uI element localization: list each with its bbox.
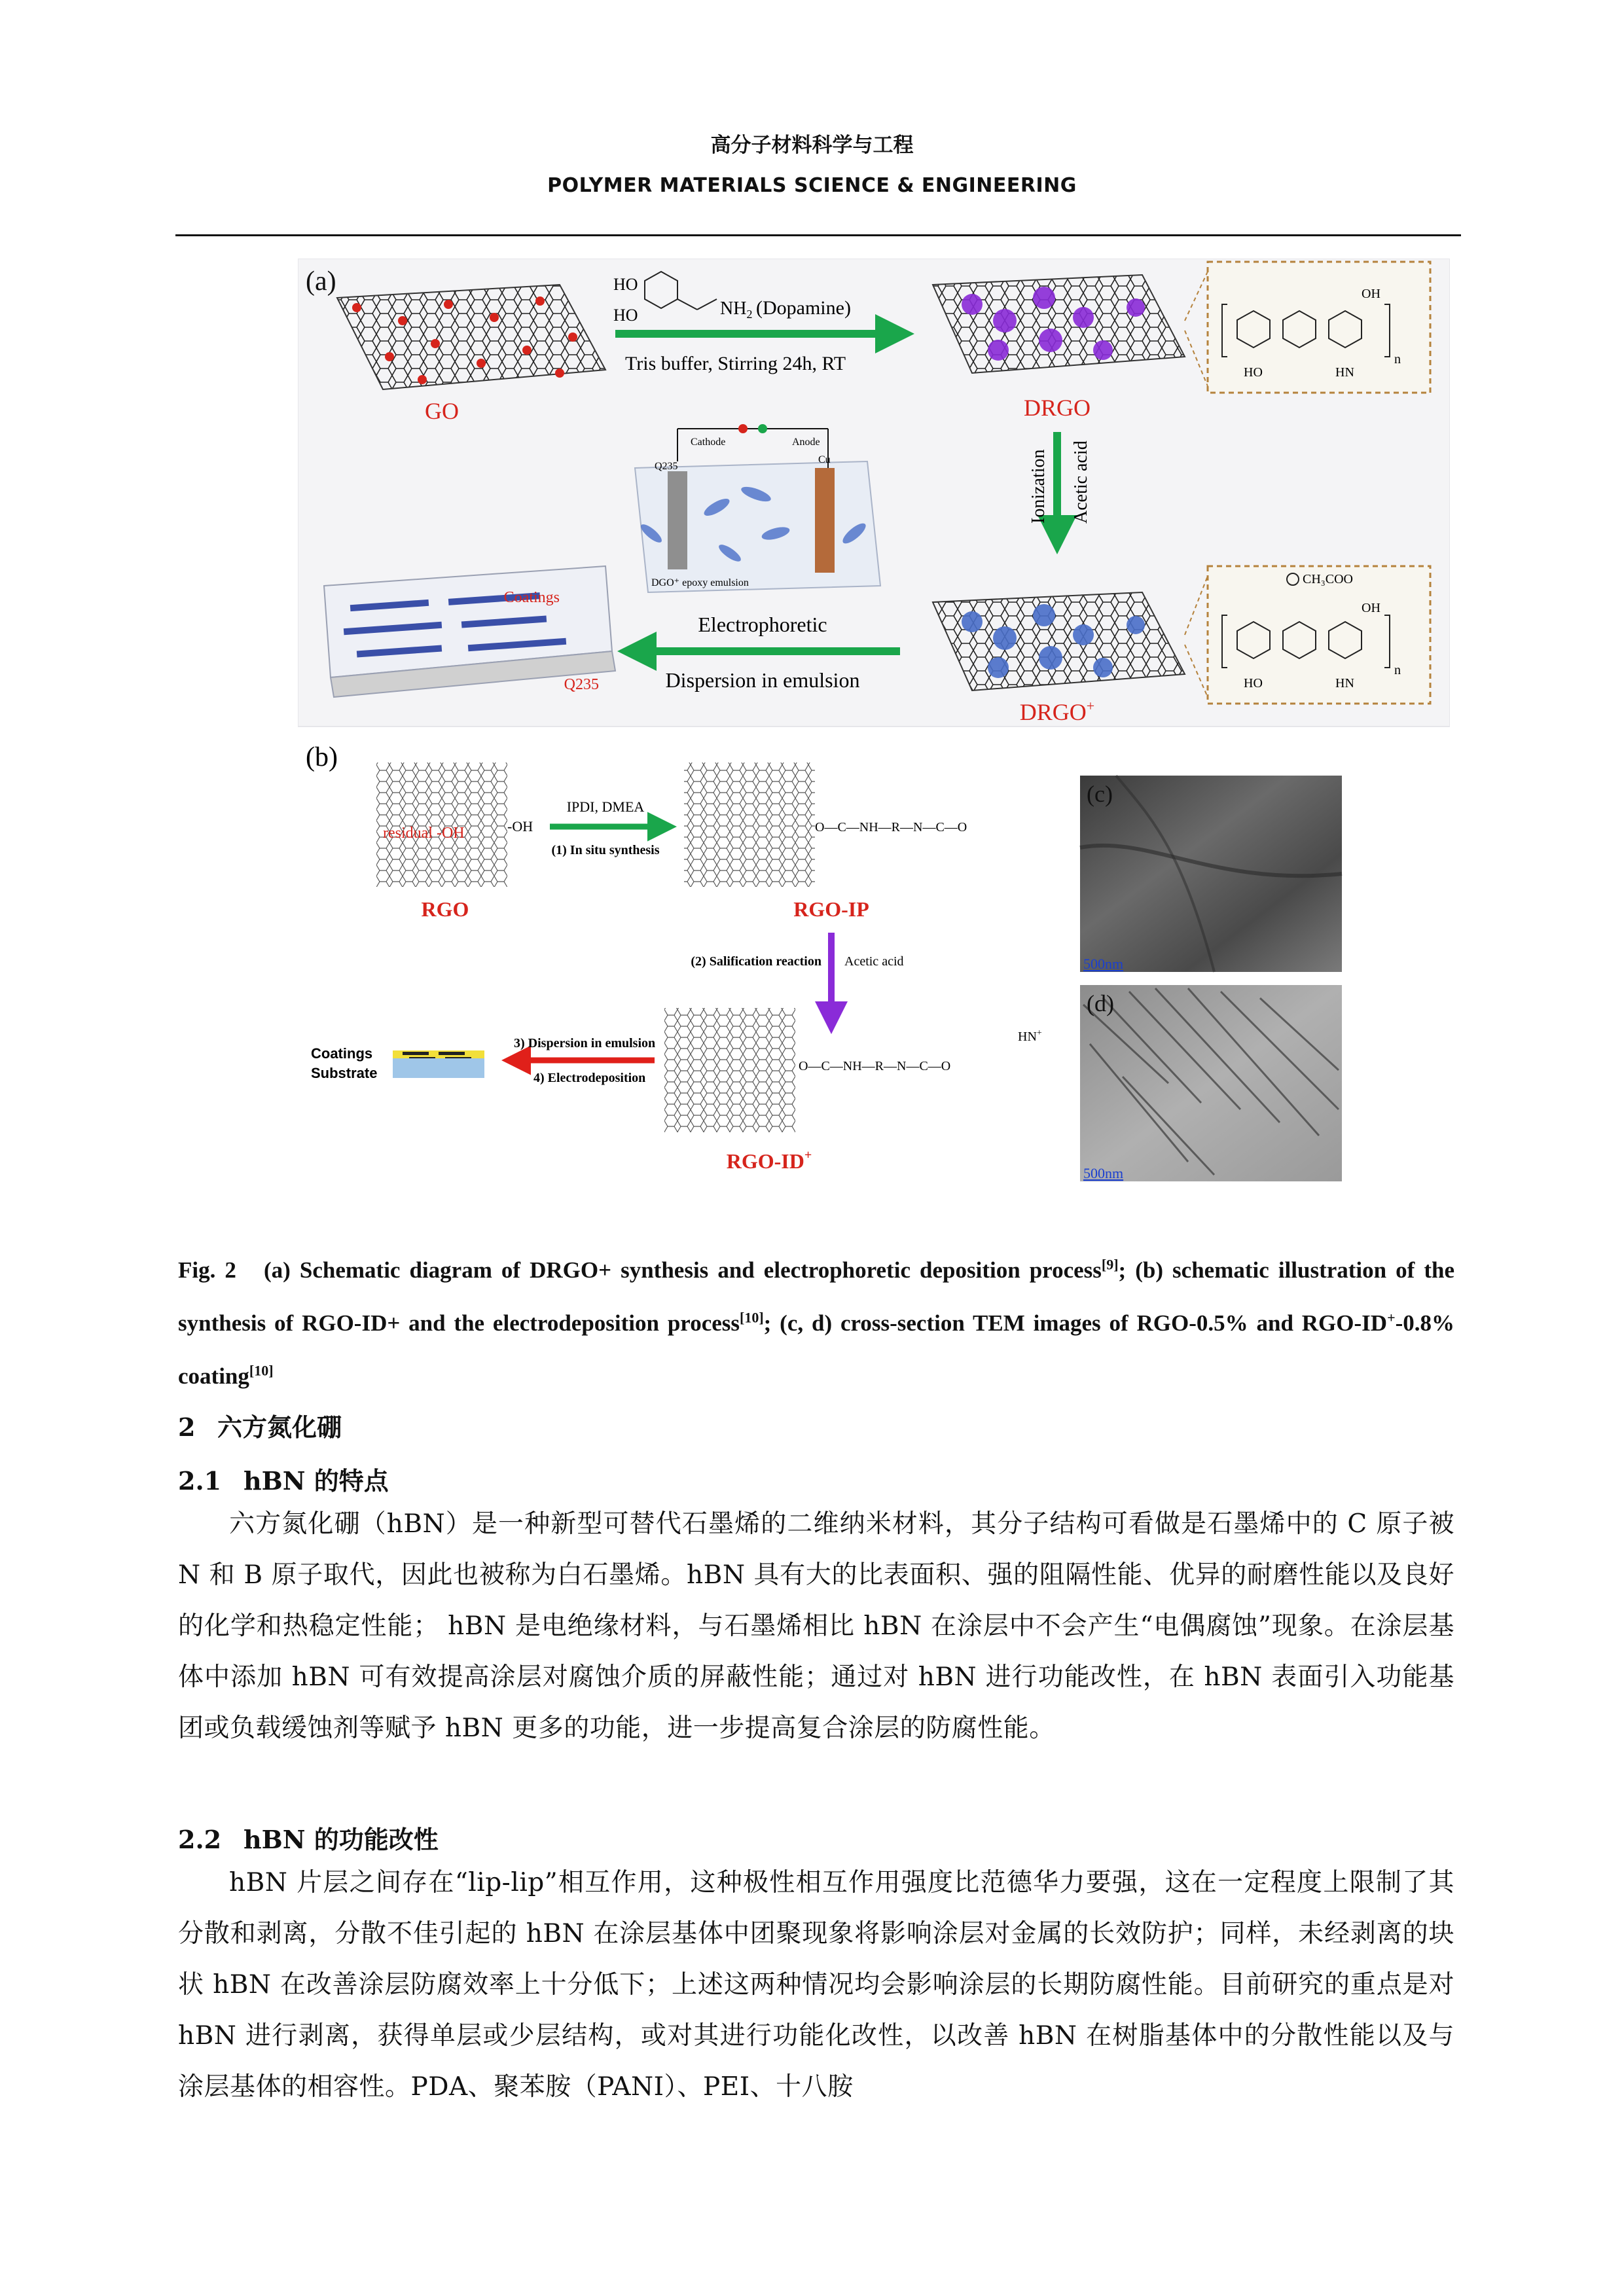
rgo-oh-label: -OH <box>507 818 533 834</box>
journal-title-en: POLYMER MATERIALS SCIENCE & ENGINEERING <box>547 174 1077 197</box>
section-2-1-title: hBN 的特点 <box>244 1466 389 1496</box>
substrate-label: Substrate <box>311 1065 378 1081</box>
section-2-2-number: 2.2 <box>178 1825 222 1854</box>
drgo-plus-sheet <box>933 592 1185 691</box>
section-2-title: 六方氮化硼 <box>217 1412 342 1442</box>
caption-part2: ; (b) schematic illustration of the synthesis of RGO-ID+ and the electrodeposition process <box>178 1257 1455 1336</box>
caption-ref1: [9] <box>1101 1256 1119 1273</box>
panel-a-tag: (a) <box>306 266 336 296</box>
section-2-1-number: 2.1 <box>178 1466 222 1496</box>
acetic-acid-label: Acetic acid <box>1071 440 1091 524</box>
ionization-label: Ionization <box>1028 449 1049 524</box>
cell-q235: Q235 <box>655 461 678 472</box>
section-2-1-paragraph: 六方氮化硼（hBN）是一种新型可替代石墨烯的二维纳米材料，其分子结构可看做是石墨烯中的 C 原子被 N 和 B 原子取代，因此也被称为白石墨烯。hBN 具有大的比表面积、强的阻隔性能、优异的耐磨性能以及良好的化学和热稳定性能； hBN 是电绝缘材料，与石墨烯相比 hBN 在涂层中不会产生“电偶腐蚀”现象。在涂层基体中添加 hBN 可有效提高涂层对腐蚀介质的屏蔽性能；通过对 hBN 进行功能改性，在 hBN 表面引入功能基团或负载缓蚀剂等赋予 hBN 更多的功能，进一步提高复合涂层的防腐性能。 <box>178 1509 1454 1743</box>
electrodeposition-label: 4) Electrodeposition <box>533 1071 646 1085</box>
panel-c-tag: (c) <box>1087 781 1113 807</box>
caption-ref2: [10] <box>740 1309 764 1326</box>
in-situ-label: (1) In situ synthesis <box>551 843 660 857</box>
rgo-id-sheet <box>664 1008 795 1132</box>
section-2-heading <box>178 1407 342 1443</box>
panel-b-tag: (b) <box>306 742 338 772</box>
section-2-number: 2 <box>178 1412 196 1442</box>
cell-cu: Cu <box>818 454 831 465</box>
drgo-plus-ho: HO <box>1244 676 1263 691</box>
caption-sup-plus: + <box>1387 1309 1396 1326</box>
caption-part4: -0.8% coating <box>178 1310 1455 1389</box>
drgo-plus-structure-box <box>1208 566 1430 704</box>
section-2-2-heading <box>178 1820 439 1856</box>
panel-c-scale: 500nm <box>1083 956 1124 972</box>
cell-cathode: Cathode <box>691 437 726 448</box>
drgo-sheet <box>933 275 1185 373</box>
ipdi-label: IPDI, DMEA <box>566 798 645 815</box>
panel-d-scale: 500nm <box>1083 1165 1124 1181</box>
coating-substrate-stack <box>393 1050 484 1078</box>
drgo-structure-box <box>1208 262 1430 393</box>
figure-caption <box>178 1244 1454 1403</box>
cell-anode: Anode <box>792 437 820 448</box>
ho-top: HO <box>613 275 638 294</box>
electrophoretic-label: Electrophoretic <box>698 613 827 636</box>
dispersion-label: Dispersion in emulsion <box>665 668 860 692</box>
drgo-hn: HN <box>1335 365 1354 380</box>
rgo-ip-sheet <box>684 762 815 887</box>
caption-ref3: [10] <box>249 1362 274 1379</box>
drgo-plus-oh: OH <box>1362 601 1380 615</box>
cell-emulsion: DGO⁺ epoxy emulsion <box>651 577 749 588</box>
section-2-2-title: hBN 的功能改性 <box>244 1825 439 1854</box>
tris-buffer-label: Tris buffer, Stirring 24h, RT <box>625 353 846 374</box>
rgo-label: RGO <box>421 897 469 921</box>
coatings-b-label: Coatings <box>311 1045 373 1062</box>
coatings-label: Coatings <box>503 589 560 606</box>
drgo-plus-n: n <box>1394 663 1401 677</box>
dopamine-nh2: $NH_2$ <box>720 298 753 321</box>
drgo-ho: HO <box>1244 365 1263 380</box>
ch3coo-label: CH₃COO <box>1303 572 1353 586</box>
dopamine-name: (Dopamine) <box>756 297 851 319</box>
panel-d-tag: (d) <box>1087 990 1114 1016</box>
caption-part1: (a) Schematic diagram of DRGO+ synthesis and electrophoretic deposition process <box>264 1257 1102 1283</box>
caption-part3: ; (c, d) cross-section TEM images of RGO-0.5% and RGO-ID <box>763 1310 1388 1336</box>
drgo-label: DRGO <box>1023 395 1091 421</box>
section-2-1-heading <box>178 1461 389 1497</box>
drgo-n: n <box>1394 352 1401 367</box>
drgo-oh: OH <box>1362 287 1380 301</box>
section-2-2-paragraph: hBN 片层之间存在“lip-lip”相互作用，这种极性相互作用强度比范德华力要强，这在一定程度上限制了其分散和剥离，分散不佳引起的 hBN 在涂层基体中团聚现象将影响涂层对金属的长效防护；同样，未经剥离的块状 hBN 在改善涂层防腐效率上十分低下；上述这两种情况均会影响涂层的长期防腐性能。目前研究的重点是对 hBN 进行剥离，获得单层或少层结构，或对其进行功能化改性，以改善 hBN 在树脂基体中的分散性能以及与涂层基体的相容性。PDA、聚苯胺（PANI）、PEI、十八胺 <box>178 1868 1454 2102</box>
cell-q235-electrode <box>668 471 687 569</box>
q235-label: Q235 <box>564 676 599 693</box>
dispersion-b-label: 3) Dispersion in emulsion <box>514 1036 656 1050</box>
rgo-id-chain: O—C—NH—R—N—C—O <box>799 1059 951 1073</box>
rgo-id-label: RGO-ID+ <box>726 1148 812 1173</box>
rgo-ip-chain: O—C—NH—R—N—C—O <box>815 820 967 834</box>
cell-cu-electrode <box>815 468 835 573</box>
go-sheet <box>337 285 605 389</box>
header-rule <box>175 234 1461 236</box>
rgo-ip-label: RGO-IP <box>793 897 869 921</box>
drgo-plus-label: DRGO+ <box>1019 698 1095 725</box>
journal-title-zh: 高分子材料科学与工程 <box>710 134 914 157</box>
drgo-plus-hn: HN <box>1335 676 1354 691</box>
figure-2 <box>298 259 1450 1234</box>
go-label: GO <box>425 398 459 424</box>
acetic-acid-b-label: Acetic acid <box>844 954 904 969</box>
ho-bottom: HO <box>613 306 638 325</box>
salification-label: (2) Salification reaction <box>691 954 821 969</box>
tem-image-c <box>1080 776 1342 972</box>
rgo-id-hn: HN+ <box>1018 1028 1042 1044</box>
caption-fig-no: Fig. 2 <box>178 1257 236 1283</box>
residual-oh-label: residual -OH <box>383 825 465 842</box>
